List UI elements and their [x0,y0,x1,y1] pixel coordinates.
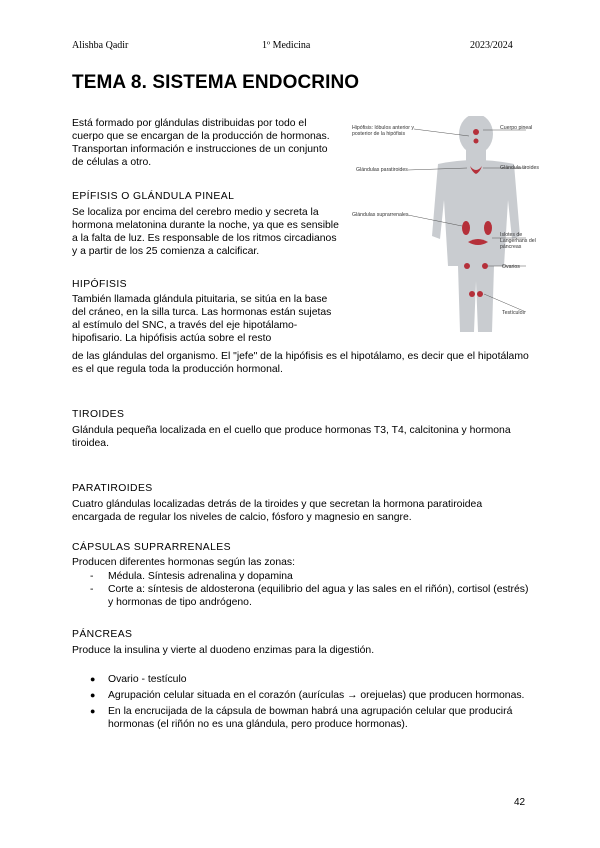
heading-hipofisis: HIPÓFISIS [72,279,127,290]
label-langerhans: Islotes de Langerhans del páncreas [500,232,536,250]
heading-epifisis: EPÍFISIS O GLÁNDULA PINEAL [72,191,235,202]
list-item: - Corte a: síntesis de aldosterona (equilibrio del agua y las sales en el riñón), cortisol (estrés) y hormonas de tipo andrógeno. [90,584,529,608]
label-paratiroides: Glándulas paratiroides [356,167,408,173]
header-course: 1º Medicina [262,40,311,51]
human-body-silhouette [352,116,536,332]
capsulas-paragraph: Producen diferentes hormonas según las zonas: [72,557,295,568]
header-author: Alishba Qadir [72,40,129,51]
label-pineal: Cuerpo pineal [500,125,533,131]
pineal-gland-mark [473,129,479,135]
list-item: ● En la encrucijada de la cápsula de bowman habrá una agrupación celular que producirá hormonas (el riñón no es una glándula, pero produce hormonas). [90,706,513,730]
header-year: 2023/2024 [470,40,513,51]
pancreas-paragraph: Produce la insulina y vierte al duodeno enzimas para la digestión. [72,645,375,656]
label-testiculos: Testículos [502,310,526,316]
dash-marker: - [90,584,94,595]
list-item: ● Agrupación celular situada en el corazón (aurículas → orejuelas) que producen hormonas. [90,690,525,701]
capsulas-list [72,570,532,609]
paratiroides-paragraph: Cuatro glándulas localizadas detrás de la tiroides y que secretan la hormona paratiroidea encargada de regular los niveles de calcio, fósforo y magnesio en sangre. [72,499,483,523]
pituitary-mark [474,139,479,144]
left-adrenal-mark [462,221,470,235]
list-item: ● Ovario - testículo [90,674,187,685]
label-hipofisis: Hipófisis: lóbulos anterior y posterior de la hipófisis [352,125,414,137]
pancreas-bullet-list [72,673,532,734]
dash-marker: - [90,571,94,582]
page-number: 42 [514,797,526,808]
right-ovary-mark [482,263,488,269]
heading-pancreas: PÁNCREAS [72,629,133,640]
label-suprarrenales: Glándulas suprarrenales [352,212,409,218]
left-ovary-mark [464,263,470,269]
label-tiroides: Glándula tiroides [500,165,539,171]
bullet-marker: ● [90,690,96,700]
right-testis-mark [477,291,483,297]
heading-capsulas: CÁPSULAS SUPRARRENALES [72,542,231,553]
intro-paragraph: Está formado por glándulas distribuidas por todo el cuerpo que se encargan de la producción de hormonas. Transportan información e instrucciones de un conjunto de células a otro. [72,118,330,168]
tiroides-paragraph: Glándula pequeña localizada en el cuello que produce hormonas T3, T4, calcitonina y hormona tiroidea. [72,425,511,449]
hipofisis-paragraph-2: de las glándulas del organismo. El "jefe" de la hipófisis es el hipotálamo, es decir que el hipotálamo es el que regula toda la producción hormonal. [72,351,529,375]
hipofisis-paragraph-1: También llamada glándula pituitaria, se sitúa en la base del cráneo, en la silla turca. Las hormonas están sujetas al estímulo del SNC, a través del eje hipotálamo-hipofisario. La hipófisis actúa sobre el resto [72,294,332,344]
right-adrenal-mark [484,221,492,235]
endocrine-system-figure [352,116,539,332]
heading-tiroides: TIROIDES [72,409,125,420]
list-item: - Médula. Síntesis adrenalina y dopamina [90,571,293,582]
page-title: TEMA 8. SISTEMA ENDOCRINO [72,72,360,93]
label-ovarios: Ovarios [502,264,520,270]
epifisis-paragraph: Se localiza por encima del cerebro medio y secreta la hormona melatonina durante la noche, ya que es sensible a la falta de luz. Es responsable de los ritmos circadianos y a partir de los 25 comienza a calcificar. [72,207,339,257]
bullet-marker: ● [90,706,96,716]
heading-paratiroides: PARATIROIDES [72,483,153,494]
left-testis-mark [469,291,475,297]
bullet-marker: ● [90,674,96,684]
